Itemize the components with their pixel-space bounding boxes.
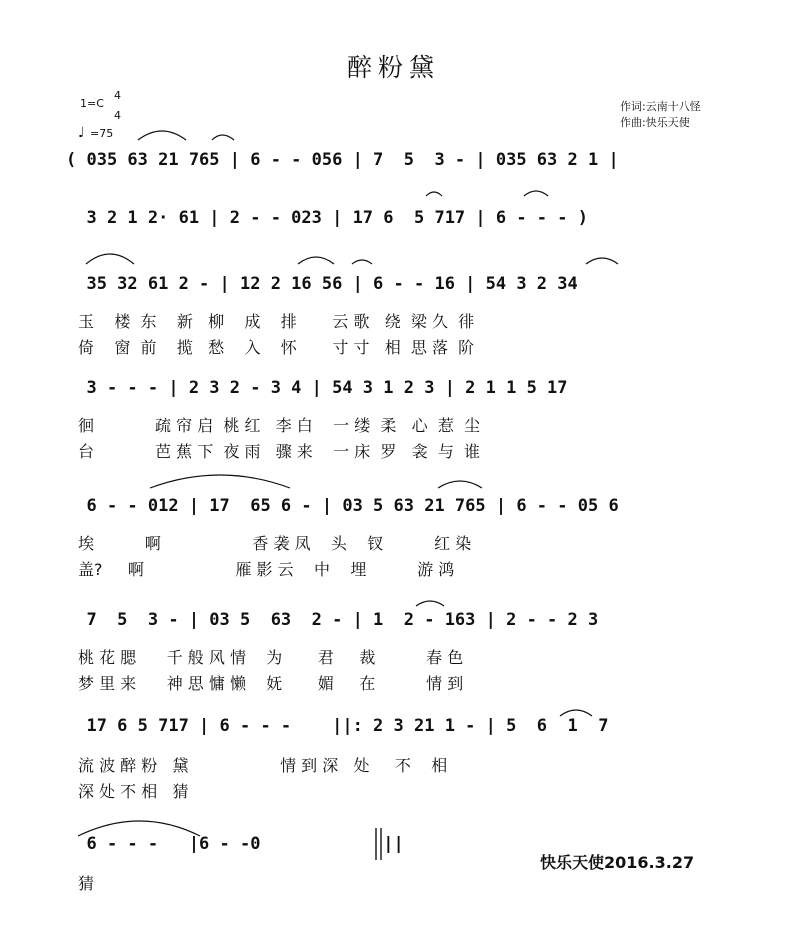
slur: [138, 131, 186, 140]
slur: [298, 257, 334, 264]
notation-system-7: 17 6 5 717 | 6 - - - ||: 2 3 21 1 - | 5 6 1 7: [66, 716, 609, 736]
lyric-line-3b: 倚 窗 前 揽 愁 入 怀 寸 寸 相 思 落 阶: [78, 338, 475, 357]
tempo-marking: =75: [90, 127, 114, 140]
notation-system-2: 3 2 1 2· 61 | 2 - - 023 | 17 6 5 717 | 6 - - - ): [66, 208, 588, 228]
slur: [352, 260, 372, 264]
notation-system-1: ( 035 63 21 765 | 6 - - 056 | 7 5 3 - | 035 63 2 1 |: [66, 150, 619, 170]
lyric-line-3a: 玉 楼 东 新 柳 成 排 云 歌 绕 梁 久 徘: [78, 312, 475, 331]
time-signature-top: 4: [114, 89, 121, 102]
key-signature: 1=C: [80, 97, 104, 110]
notation-system-4: 3 - - - | 2 3 2 - 3 4 | 54 3 1 2 3 | 2 1 1 5 17: [66, 378, 568, 398]
lyric-line-4a: 徊 疏 帘 启 桃 红 李 白 一 缕 柔 心 惹 尘: [78, 416, 481, 435]
lyric-line-5b: 盖? 啊 雁 影 云 中 埋 游 鸿: [78, 560, 455, 579]
composer-credit: 作曲:快乐天使: [620, 116, 690, 129]
lyric-line-7b: 深 处 不 相 猜: [78, 782, 189, 801]
lyric-line-8a: 猜: [78, 874, 95, 893]
notation-system-3: 35 32 61 2 - | 12 2 16 56 | 6 - - 16 | 54 3 2 34: [66, 274, 578, 294]
notation-system-5: 6 - - 012 | 17 65 6 - | 03 5 63 21 765 | 6 - - 05 6: [66, 496, 619, 516]
slur: [586, 258, 618, 264]
lyricist-credit: 作词:云南十八怪: [620, 100, 701, 113]
slur: [416, 601, 444, 606]
slur: [212, 135, 234, 140]
signature-date: 快乐天使2016.3.27: [540, 853, 695, 872]
lyric-line-6a: 桃 花 腮 千 般 风 情 为 君 裁 春 色: [78, 648, 464, 667]
song-title: 醉粉黛: [346, 53, 440, 82]
lyric-line-6b: 梦 里 来 神 思 慵 懒 妩 媚 在 情 到: [78, 674, 464, 693]
lyric-line-7a: 流 波 醉 粉 黛 情 到 深 处 不 相: [78, 756, 448, 775]
slur: [86, 254, 134, 264]
notation-system-6: 7 5 3 - | 03 5 63 2 - | 1 2 - 163 | 2 - - 2 3: [66, 610, 599, 630]
lyric-line-4b: 台 芭 蕉 下 夜 雨 骤 来 一 床 罗 衾 与 谁: [78, 442, 481, 461]
lyric-line-5a: 埃 啊 香 袭 凤 头 钗 红 染: [78, 534, 472, 553]
notation-system-8: 6 - - - |6 - -0 ||: [66, 834, 404, 854]
quarter-note-icon: ♩: [78, 125, 85, 141]
slur: [438, 481, 482, 488]
slur: [426, 192, 442, 196]
time-signature-bottom: 4: [114, 109, 121, 122]
slur: [150, 475, 290, 488]
slur: [524, 191, 548, 196]
